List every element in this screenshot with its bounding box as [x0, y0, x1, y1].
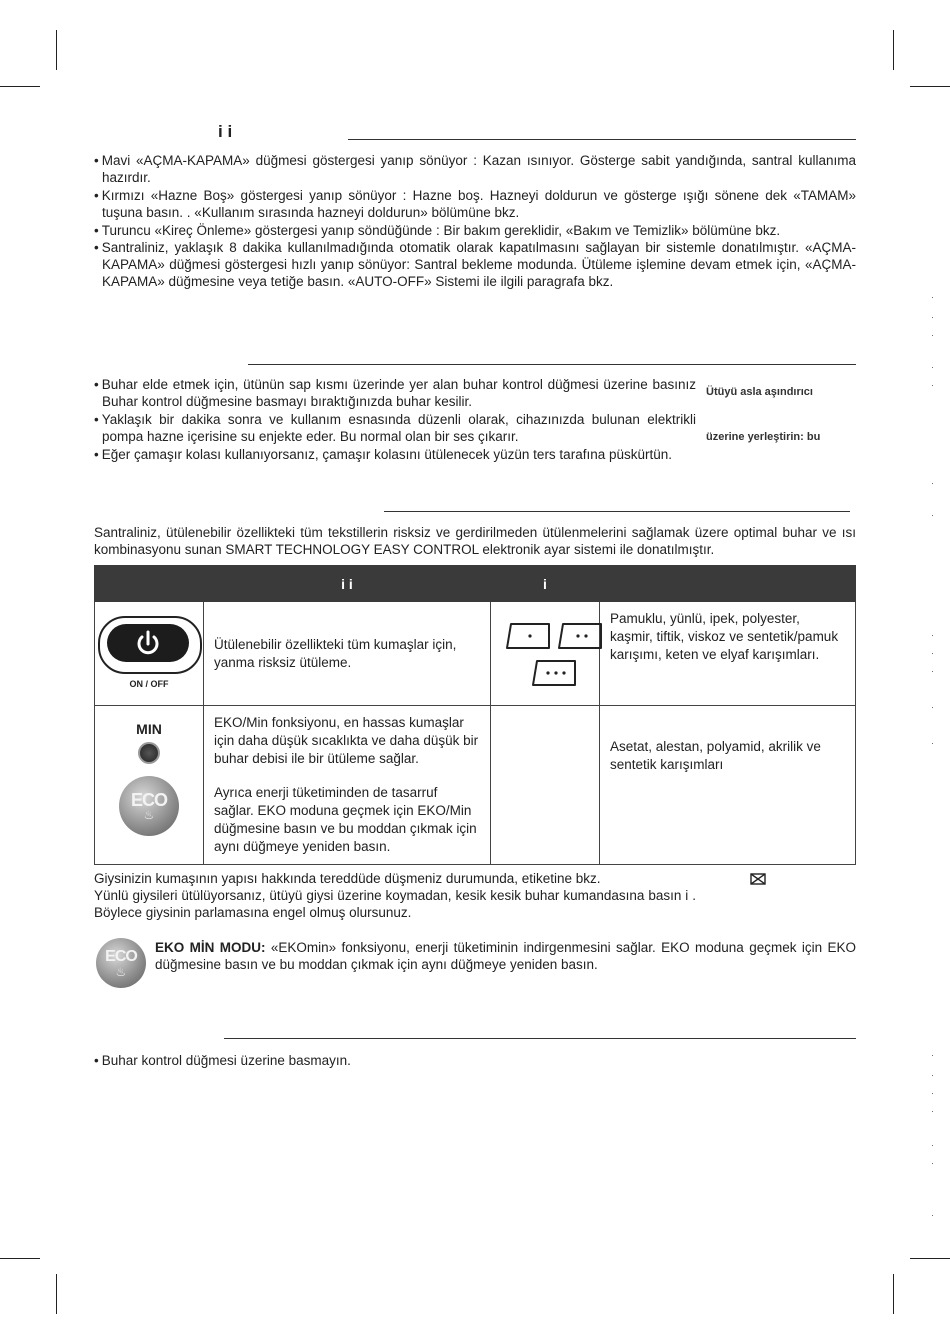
- list-item: • Santraliniz, yaklaşık 8 dakika kullanılmadığında otomatik olarak kapatılmasını sağlayan bir sistemle donatılmıştır. «AÇMA-KAPAMA» düğmesi göstergesi hızlı yanıp sönüyor: Santral bekleme modunda. Ütüleme işlemine devam etmek için, «AÇMA-KAPAMA» düğmesine veya tetiğe basın. «AUTO-OFF» Sistemi ile ilgili paragrafa bkz.: [94, 239, 856, 290]
- edge-tick: ·: [931, 292, 934, 302]
- iron-temperature-cell: [491, 602, 600, 706]
- edge-tick: ·: [931, 630, 934, 640]
- table-header: [95, 566, 204, 602]
- list-item: • Eğer çamaşır kolası kullanıyorsanız, çamaşır kolasını ütülenecek yüzün ters tarafına püskürtün.: [94, 446, 696, 463]
- table-row: [95, 602, 856, 706]
- crop-mark: [0, 86, 40, 87]
- on-off-button-illustration: [98, 616, 200, 689]
- section-2-rule: [248, 364, 856, 365]
- min-indicator-light: [138, 742, 160, 764]
- edge-tick: ·: [931, 330, 934, 340]
- side-note: üzerine yerleştirin: bu: [706, 431, 821, 443]
- section-3-intro: Santraliniz, ütülenebilir özellikteki tüm tekstillerin risksiz ve gerdirilmeden ütülenmelerini sağlamak üzere optimal buhar ve ısı kombinasyonu sunan SMART TECHNOLOGY EASY CONTROL elektronik ayar sistemi ile donatılmıştır.: [94, 525, 856, 557]
- eco-label: ECO: [130, 790, 167, 810]
- care-label-note: Giysinizin kumaşının yapısı hakkında tereddüde düşmeniz durumunda, etiketine bkz.: [94, 871, 601, 886]
- eco-icon-label: ECO: [105, 948, 137, 965]
- crop-mark: [56, 30, 57, 70]
- edge-tick: ·: [931, 478, 934, 488]
- wool-note: Yünlü giysileri ütülüyorsanız, ütüyü giysi üzerine koymadan, kesik kesik buhar kumandasına basın i . Böylece giysinin parlamasına engel olmuş olursunuz.: [94, 888, 696, 920]
- description-cell: Ütülenebilir özellikteki tüm kumaşlar için, yanma risksiz ütüleme.: [204, 602, 491, 706]
- no-tumble-dry-icon: [750, 873, 766, 888]
- fabric-settings-table: [94, 565, 856, 865]
- iron-two-dots-icon: [557, 622, 603, 650]
- crop-mark: [910, 86, 950, 87]
- iron-three-dots-icon: [531, 659, 577, 687]
- side-note: Ütüyü asla aşındırıcı: [706, 386, 813, 398]
- edge-tick: ·: [931, 312, 934, 322]
- eco-button-illustration: [119, 776, 179, 836]
- list-item: • Buhar kontrol düğmesi üzerine basmayın.: [94, 1052, 702, 1069]
- button-cell: [95, 706, 204, 865]
- eco-description-1: EKO/Min fonksiyonu, en hassas kumaşlar için daha düşük sıcaklıkta ve daha düşük bir buhar debisi ile bir ütüleme sağlar.: [214, 715, 479, 766]
- fabric-list-cell: Asetat, alestan, polyamid, akrilik ve sentetik karışımları: [600, 706, 856, 865]
- edge-tick: ·: [931, 666, 934, 676]
- iron-one-dot-icon: [505, 622, 551, 650]
- section-1-title: i i: [218, 122, 233, 141]
- edge-tick: ·: [931, 1158, 934, 1168]
- steam-icon: ♨: [115, 965, 127, 979]
- crop-mark: [893, 1274, 894, 1314]
- table-header-row: [95, 566, 856, 602]
- list-item: • Buhar elde etmek için, ütünün sap kısmı üzerinde yer alan buhar kontrol düğmesi üzerine basınız Buhar kontrol düğmesine basmayı bıraktığınızda buhar kesilir.: [94, 376, 696, 410]
- description-cell: [204, 706, 491, 865]
- edge-tick: ·: [931, 1106, 934, 1116]
- crop-mark: [0, 1258, 40, 1259]
- list-item: • Mavi «AÇMA-KAPAMA» düğmesi göstergesi yanıp sönüyor : Kazan ısınıyor. Gösterge sabit yandığında, santral kullanıma hazırdır.: [94, 152, 856, 186]
- crop-mark: [56, 1274, 57, 1314]
- section-1-rule: [348, 139, 856, 140]
- power-icon: [107, 624, 189, 662]
- list-item: • Kırmızı «Hazne Boş» göstergesi yanıp sönüyor : Hazne boş. Hazneyi doldurun ve gösterge ışığı sönene dek «TAMAM» tuşuna basın. . «Kullanım sırasında hazneyi doldurun» bölümüne bkz.: [94, 187, 856, 221]
- table-header: [600, 566, 856, 602]
- list-item: • Turuncu «Kireç Önleme» göstergesi yanıp söndüğünde : Bir bakım gereklidir, «Bakım ve Temizlik» bölümüne bkz.: [94, 222, 856, 239]
- edge-tick: ·: [931, 380, 934, 390]
- eco-description-2: Ayrıca enerji tüketiminden de tasarruf sağlar. EKO moduna geçmek için EKO/Min düğmesine basın ve bu moddan çıkmak için aynı düğmeye yeniden basın.: [214, 785, 477, 854]
- edge-tick: ·: [931, 1070, 934, 1080]
- edge-tick: ·: [931, 510, 934, 520]
- edge-tick: ·: [931, 362, 934, 372]
- button-cell: [95, 602, 204, 706]
- crop-mark: [910, 1258, 950, 1259]
- eco-mode-icon: [96, 938, 146, 988]
- eco-mode-note: [155, 939, 856, 973]
- edge-tick: ·: [931, 1050, 934, 1060]
- fabric-list-cell: Pamuklu, yünlü, ipek, polyester, kaşmir, tiftik, viskoz ve sentetik/pamuk karışımı, keten ve elyaf karışımları.: [600, 602, 856, 706]
- crop-mark: [893, 30, 894, 70]
- table-header: i i: [204, 566, 491, 602]
- edge-tick: ·: [931, 1088, 934, 1098]
- section-3-rule: [384, 511, 850, 512]
- edge-tick: ·: [931, 648, 934, 658]
- edge-tick: ·: [931, 1210, 934, 1220]
- eco-mode-text: «EKOmin» fonksiyonu, enerji tüketiminin indirgenmesini sağlar. EKO moduna geçmek için EKO düğmesine basın ve bu moddan çıkmak için aynı düğmeye yeniden basın.: [155, 940, 856, 972]
- eco-mode-title: EKO MİN MODU:: [155, 940, 266, 955]
- edge-tick: ·: [931, 738, 934, 748]
- min-label: MIN: [136, 721, 162, 737]
- steam-icon: ♨: [143, 808, 155, 822]
- section-4-rule: [224, 1038, 856, 1039]
- iron-temperature-cell: [491, 706, 600, 865]
- table-header: i: [491, 566, 600, 602]
- edge-tick: ·: [931, 1140, 934, 1150]
- on-off-label: ON / OFF: [129, 679, 169, 689]
- list-item: • Yaklaşık bir dakika sonra ve kullanım esnasında düzenli olarak, cihazınızda bulunan elektrikli pompa hazne içerisine su enjekte eder. Bu normal olan bir ses çıkarır.: [94, 411, 696, 445]
- edge-tick: ·: [931, 702, 934, 712]
- table-row: [95, 706, 856, 865]
